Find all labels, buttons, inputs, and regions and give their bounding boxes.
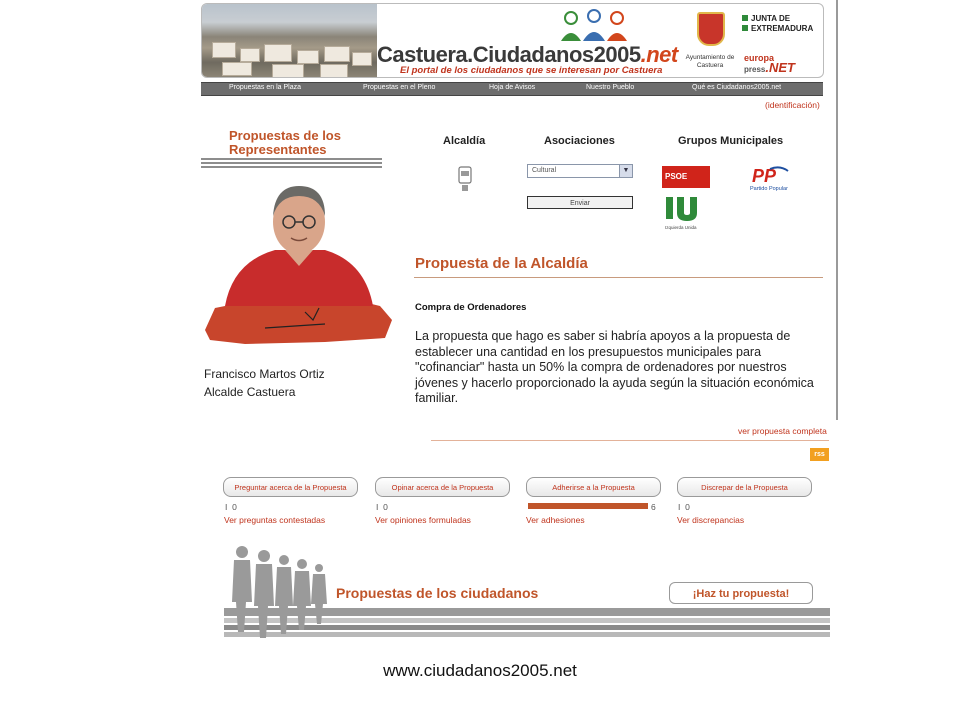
ask-button[interactable]: Preguntar acerca de la Propuesta (223, 477, 358, 497)
svg-text:Partido Popular: Partido Popular (750, 186, 788, 191)
association-select[interactable]: Cultural ▼ (527, 164, 633, 178)
adhere-button[interactable]: Adherirse a la Propuesta (526, 477, 661, 497)
disagree-button[interactable]: Discrepar de la Propuesta (677, 477, 812, 497)
make-proposal-button[interactable]: ¡Haz tu propuesta! (669, 582, 813, 604)
citizens-title: Propuestas de los ciudadanos (336, 585, 542, 601)
main-nav (201, 82, 823, 96)
divider (201, 166, 382, 168)
svg-text:Izquierda Unida: Izquierda Unida (665, 225, 697, 230)
mayor-portrait (205, 180, 392, 348)
rss-icon[interactable]: rss (810, 448, 829, 461)
site-tagline: El portal de los ciudadanos que se interesan por Castuera (400, 65, 663, 76)
footer-url: www.ciudadanos2005.net (383, 661, 577, 680)
proposal-body: La propuesta que hago es saber si habría apoyos a la propuesta de establecer una cantidad en los presupuestos municipales para "cofinanciar" hasta un 50% la compra de ordenadores por nuestros jóvenes y hacerlo proporcionado la ayuda según la situación económica familiar. (415, 329, 814, 405)
representative-role: Alcalde Castuera (204, 385, 296, 399)
opine-count: I 0 (376, 502, 388, 512)
adhere-count: 6 (651, 502, 656, 512)
representatives-title: Propuestas de los Representantes (229, 128, 341, 157)
representative-name: Francisco Martos Ortiz (204, 367, 325, 381)
ask-count: I 0 (225, 502, 237, 512)
people-logo-icon (559, 9, 629, 43)
divider (414, 277, 823, 278)
proposal-title: Propuesta de la Alcaldía (415, 255, 588, 272)
citizens-banner (224, 542, 830, 642)
adhesions-link[interactable]: Ver adhesiones (526, 515, 585, 525)
opinions-link[interactable]: Ver opiniones formuladas (375, 515, 471, 525)
europapress-logo[interactable]: europa press.NET (744, 53, 795, 75)
pp-logo[interactable] (748, 165, 804, 191)
disagree-count: I 0 (678, 502, 690, 512)
proposal-subject: Compra de Ordenadores (415, 302, 527, 313)
nav-item-pueblo[interactable]: Nuestro Pueblo (586, 84, 635, 91)
questions-link[interactable]: Ver preguntas contestadas (224, 515, 326, 525)
site-brand[interactable]: Castuera.Ciudadanos2005.net (377, 42, 678, 67)
junta-logo[interactable]: JUNTA DE EXTREMADURA (742, 14, 813, 34)
town-crest-icon[interactable] (457, 165, 473, 192)
town-photo (202, 4, 377, 77)
tab-alcaldia[interactable]: Alcaldía (443, 135, 486, 147)
town-crest-icon (697, 12, 725, 46)
full-proposal-link[interactable]: ver propuesta completa (738, 426, 827, 436)
divider (431, 440, 829, 441)
login-link[interactable]: (identificación) (765, 100, 820, 110)
tab-asociaciones[interactable]: Asociaciones (544, 135, 615, 147)
nav-item-pleno[interactable]: Propuestas en el Pleno (363, 84, 436, 91)
site-header (201, 3, 824, 78)
nav-item-plaza[interactable]: Propuestas en la Plaza (229, 84, 301, 91)
nav-item-avisos[interactable]: Hoja de Avisos (489, 84, 536, 91)
iu-logo[interactable] (663, 195, 707, 231)
ayuntamiento-label: Ayuntamiento de Castuera (685, 54, 735, 69)
people-silhouette-icon (226, 542, 330, 642)
discrepancies-link[interactable]: Ver discrepancias (677, 515, 745, 525)
adhesion-bar (528, 503, 648, 509)
chevron-down-icon[interactable]: ▼ (619, 165, 632, 177)
psoe-logo[interactable]: PSOE (662, 166, 710, 188)
tab-grupos[interactable]: Grupos Municipales (678, 135, 784, 147)
send-button[interactable]: Enviar (527, 196, 633, 209)
nav-item-que-es[interactable]: Qué es Ciudadanos2005.net (692, 84, 782, 91)
divider (201, 158, 382, 160)
opine-button[interactable]: Opinar acerca de la Propuesta (375, 477, 510, 497)
svg-text:PP: PP (752, 166, 777, 186)
divider (201, 162, 382, 164)
